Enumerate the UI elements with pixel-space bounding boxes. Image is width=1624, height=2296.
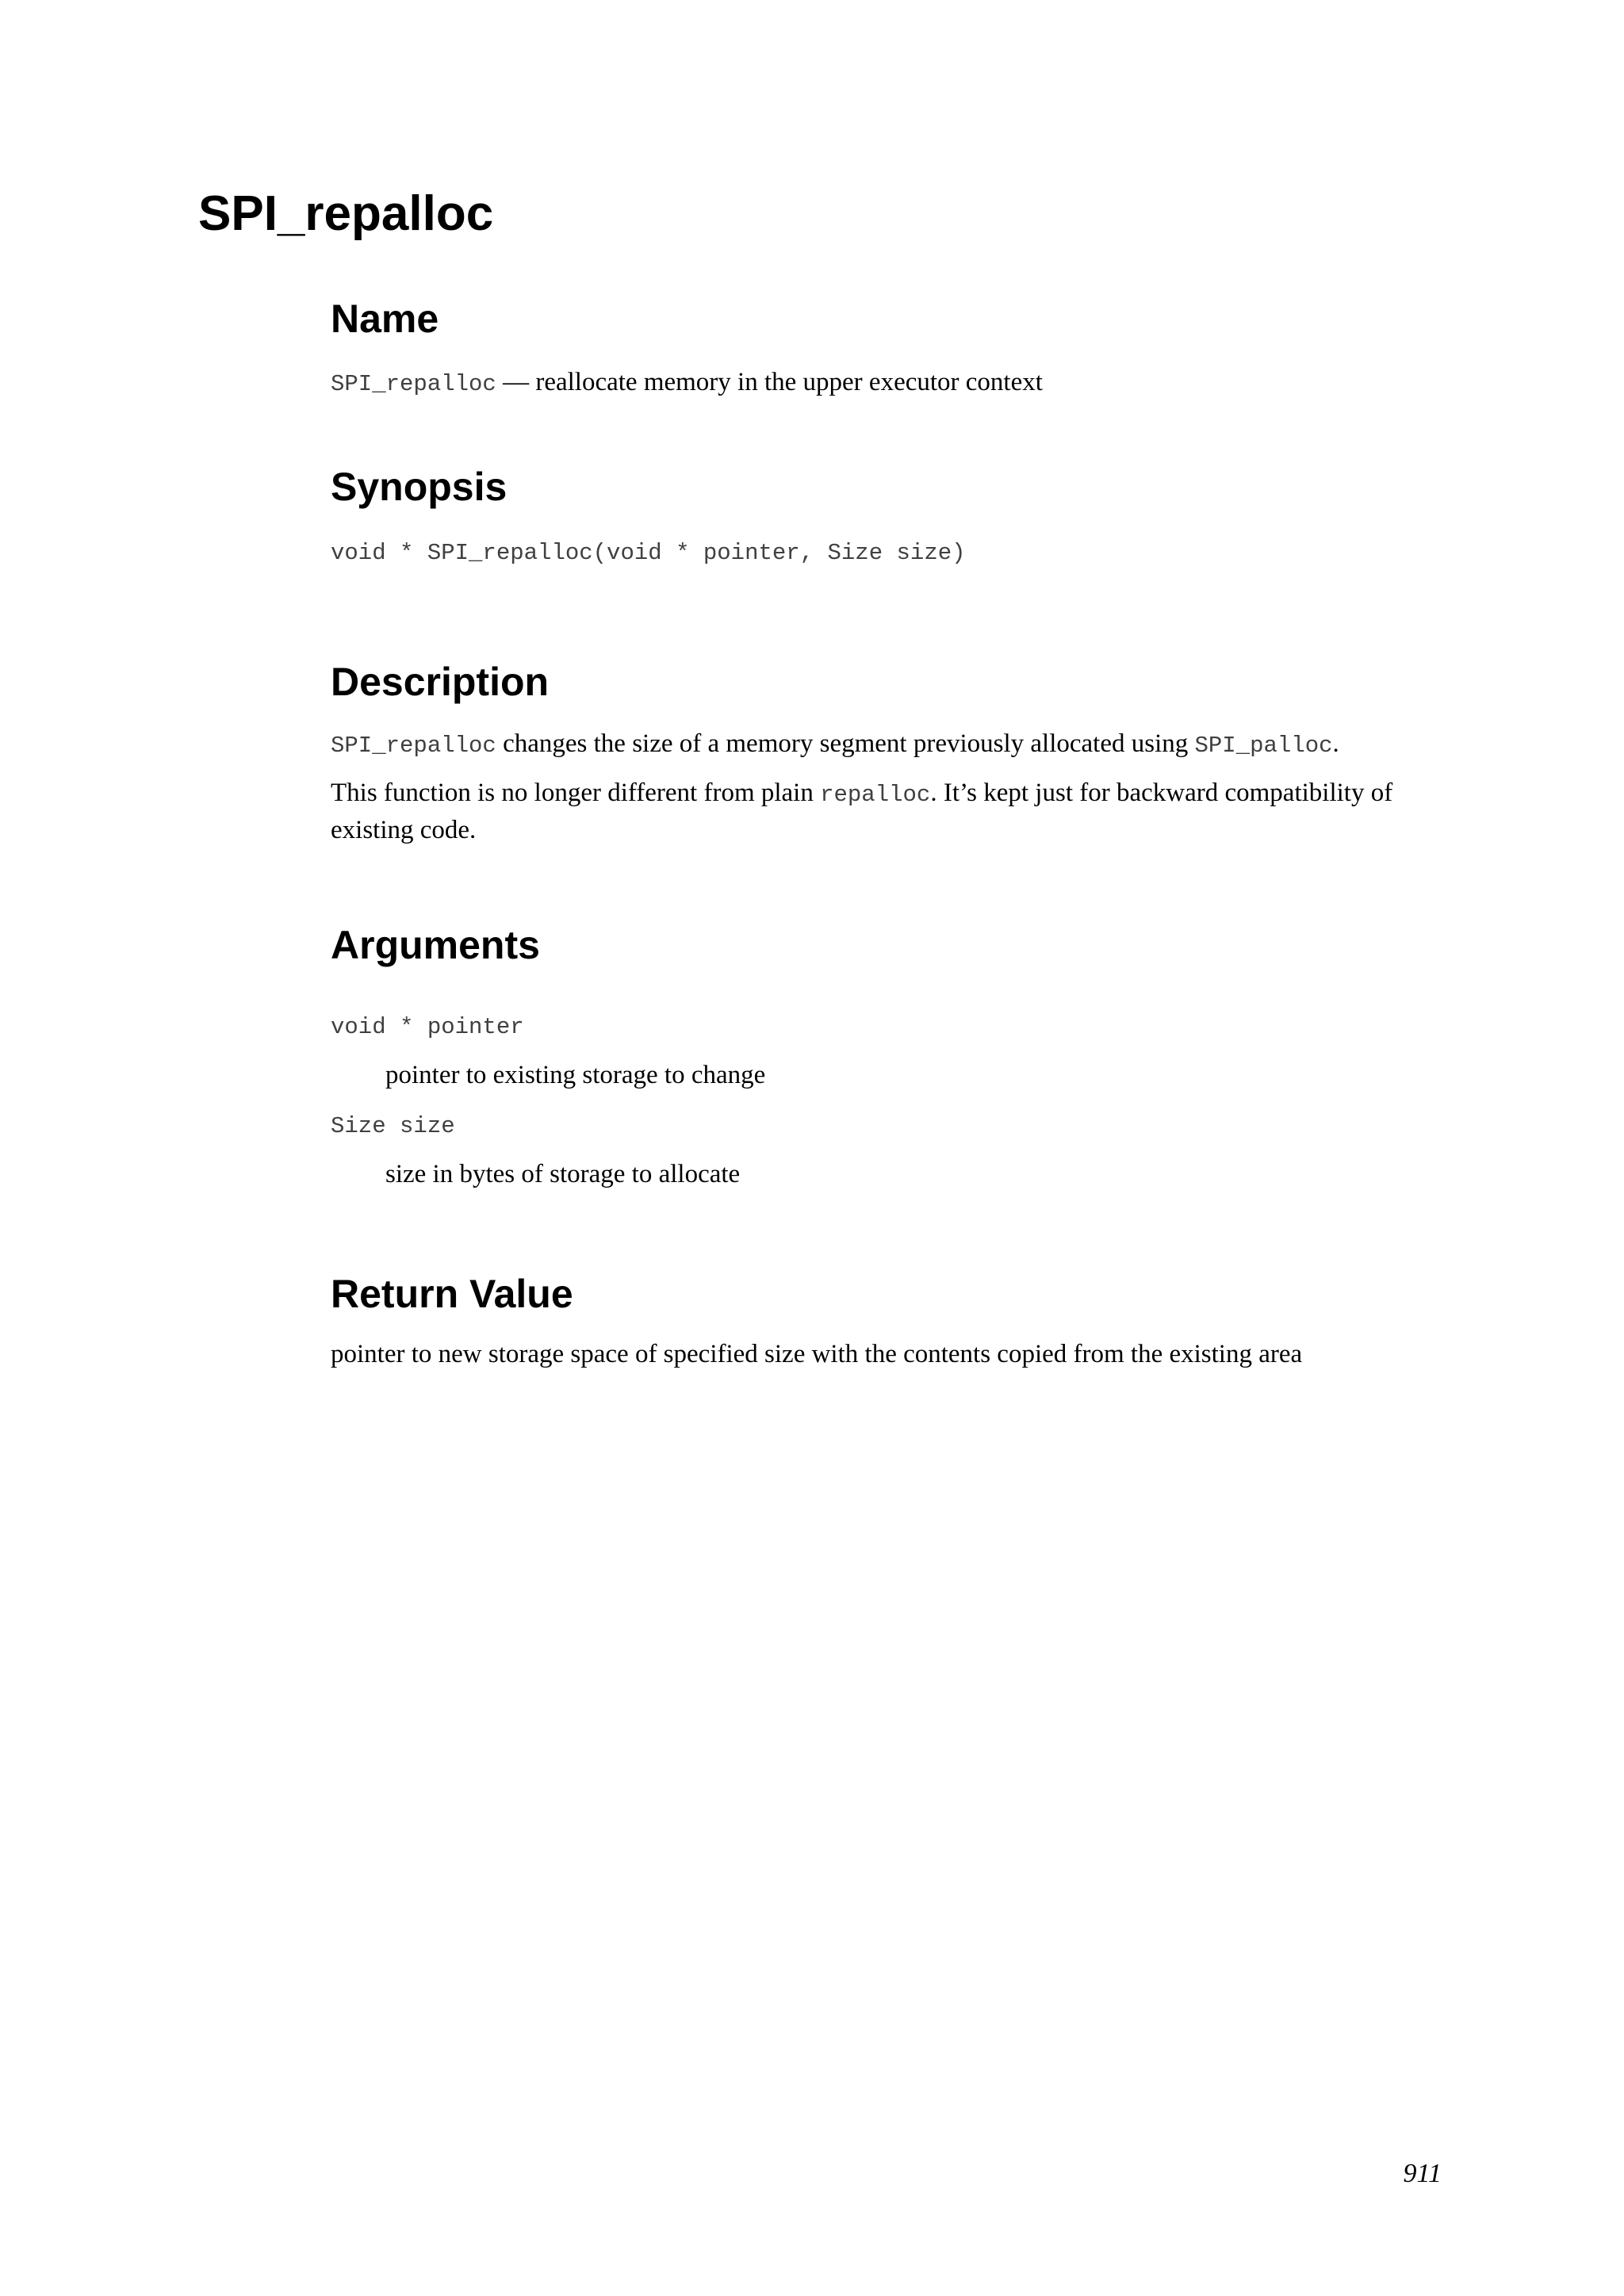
description-text-3: . It’s kept just for backward compatibility of existing code. [331, 779, 1393, 844]
description-text-1: changes the size of a memory segment previously allocated using [496, 729, 1195, 758]
argument-description: pointer to existing storage to change [385, 1061, 766, 1089]
description-paragraph-2 [331, 775, 1449, 848]
name-heading: Name [331, 297, 439, 341]
description-period: . [1332, 729, 1339, 758]
function-name: SPI_repalloc [331, 371, 496, 397]
argument-term: Size size [331, 1113, 455, 1139]
synopsis-heading: Synopsis [331, 465, 508, 509]
synopsis-code: void * SPI_repalloc(void * pointer, Size size) [331, 540, 966, 566]
arguments-heading: Arguments [331, 923, 540, 967]
argument-description: size in bytes of storage to allocate [385, 1160, 741, 1188]
description-code-1: SPI_repalloc [331, 733, 496, 759]
description-paragraph-1 [331, 726, 1339, 763]
return-value-heading: Return Value [331, 1272, 573, 1316]
description-text-2: This function is no longer different from plain [331, 779, 821, 807]
page-number: 911 [1403, 2159, 1442, 2188]
function-summary: — reallocate memory in the upper executor context [496, 368, 1043, 396]
description-code-3: repalloc [820, 782, 931, 808]
return-value-text: pointer to new storage space of specified size with the contents copied from the existing area [331, 1340, 1303, 1368]
description-heading: Description [331, 660, 550, 704]
name-line [331, 365, 1043, 402]
description-code-2: SPI_palloc [1194, 733, 1333, 759]
page-title: SPI_repalloc [198, 186, 494, 241]
argument-term: void * pointer [331, 1014, 524, 1040]
